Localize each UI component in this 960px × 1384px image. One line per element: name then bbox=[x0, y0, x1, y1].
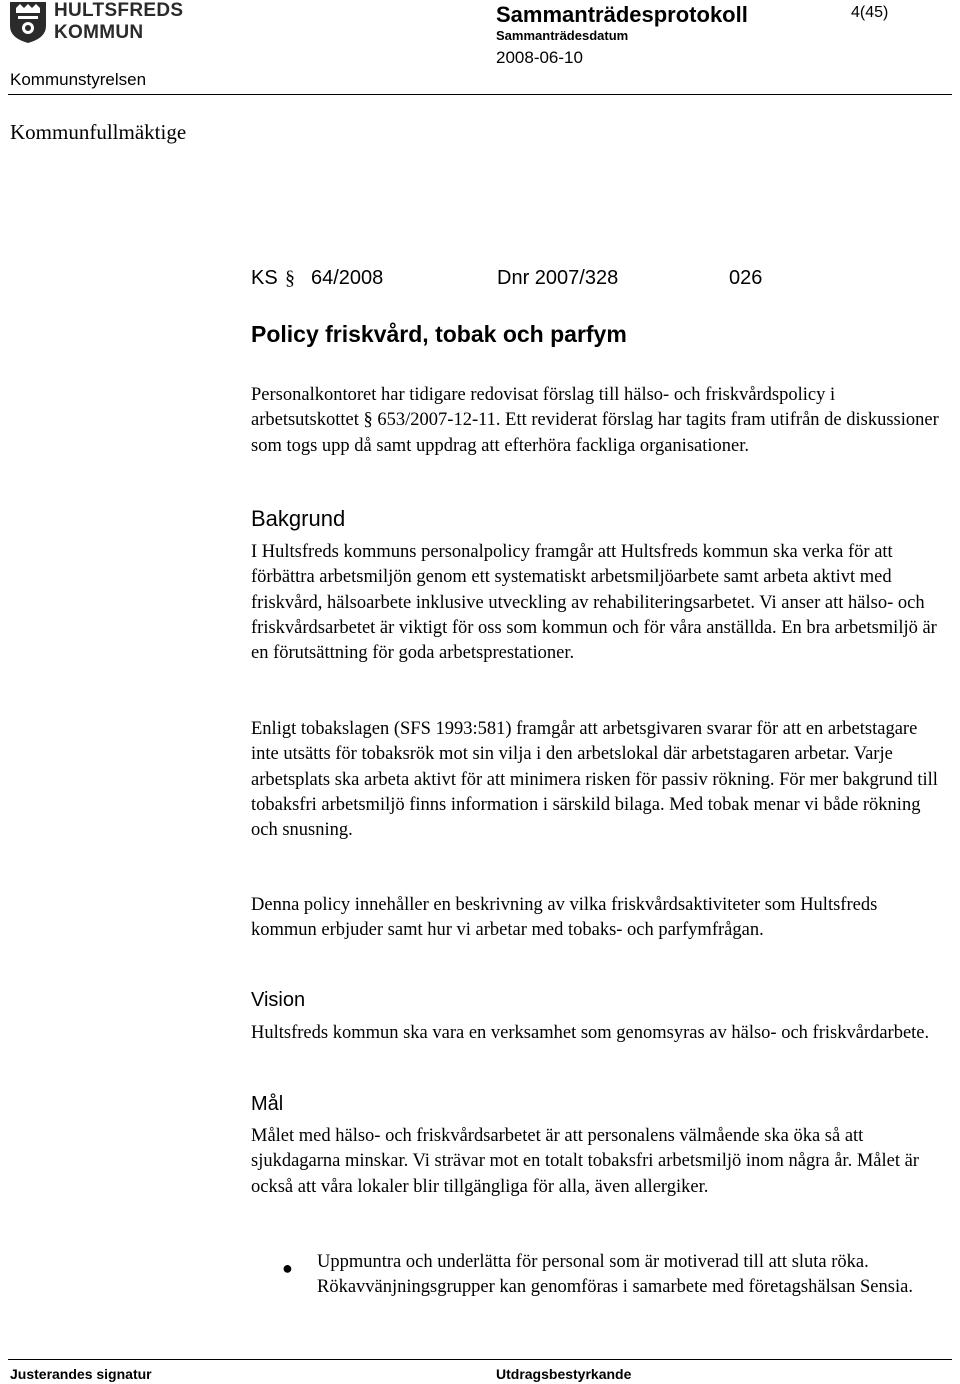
bakgrund-paragraph-2: Enligt tobakslagen (SFS 1993:581) framgår att arbetsgivaren svarar för att en arbetstagare inte utsätts för tobaksrök mot sin vilja i den arbetslokal där arbetstagaren arbetar. Varje arbetsplats ska arbeta aktivt för att minimera risken för passiv rökning. För mer bakgrund till tobaksfri arbetsmiljö finns information i särskild bilaga. Med tobak menar vi både rökning och snusning. bbox=[251, 719, 938, 841]
municipality-logo bbox=[8, 0, 183, 44]
logo-wordmark bbox=[54, 0, 183, 44]
case-prefix: KS bbox=[251, 267, 278, 289]
governing-body: Kommunfullmäktige bbox=[10, 120, 187, 144]
case-diary-number: Dnr 2007/328 bbox=[497, 267, 619, 289]
paragraph-sign: § bbox=[285, 267, 295, 289]
vision-heading: Vision bbox=[251, 989, 306, 1011]
case-number: 64/2008 bbox=[311, 267, 384, 289]
meeting-date: 2008-06-10 bbox=[496, 48, 583, 67]
header-divider bbox=[8, 94, 952, 95]
vision-paragraph: Hultsfreds kommun ska vara en verksamhet som genomsyras av hälso- och friskvårdarbete. bbox=[251, 1023, 930, 1043]
case-code: 026 bbox=[729, 267, 763, 289]
signature-label: Justerandes signatur bbox=[10, 1366, 152, 1382]
mal-paragraph: Målet med hälso- och friskvårdsarbetet är att personalens välmående ska öka så att sjukdagarna minskar. Vi strävar mot en totalt tobaksfri arbetsmiljö inom några år. Målet är också att våra lokaler blir tillgängliga för alla, även allergiker. bbox=[251, 1126, 919, 1197]
bakgrund-paragraph-3: Denna policy innehåller en beskrivning av vilka friskvårdsaktiviteter som Hultsfreds kommun erbjuder samt hur vi arbetar med tobaks- och parfymfrågan. bbox=[251, 895, 878, 941]
bakgrund-paragraph-1: I Hultsfreds kommuns personalpolicy framgår att Hultsfreds kommun ska verka för att förbättra arbetsmiljön genom ett systematiskt arbetsmiljöarbete samt arbeta aktivt med friskvård, hälsoarbete inklusive utveckling av rehabiliteringsarbetet. Vi anser att hälso- och friskvårdsarbetet är viktigt för oss som kommun och för våra anställda. En bra arbetsmiljö är en förutsättning för goda arbetsprestationer. bbox=[251, 542, 937, 664]
list-item: Uppmuntra och underlätta för personal som är motiverad till att sluta röka. Rökavvänjningsgrupper kan genomföras i samarbete med företagshälsan Sensia. bbox=[317, 1252, 913, 1298]
certification-label: Utdragsbestyrkande bbox=[496, 1366, 632, 1382]
mal-heading: Mål bbox=[251, 1093, 284, 1115]
page-number: 4(45) bbox=[851, 4, 889, 21]
footer-divider bbox=[8, 1359, 952, 1360]
bakgrund-heading: Bakgrund bbox=[251, 506, 346, 531]
logo-line-2: KOMMUN bbox=[54, 22, 144, 43]
page-title: Policy friskvård, tobak och parfym bbox=[251, 321, 627, 347]
organization-unit: Kommunstyrelsen bbox=[10, 70, 147, 89]
bullet-icon: ● bbox=[282, 1258, 293, 1278]
intro-paragraph: Personalkontoret har tidigare redovisat förslag till hälso- och friskvårdspolicy i arbetsutskottet § 653/2007-12-11. Ett reviderat förslag har tagits fram utifrån de diskussioner som togs upp då samt uppdrag att efterhöra fackliga organisationer. bbox=[251, 385, 939, 456]
logo-line-1: HULTSFREDS bbox=[54, 0, 184, 21]
document-type: Sammanträdesprotokoll bbox=[496, 2, 748, 27]
meeting-date-label: Sammanträdesdatum bbox=[496, 28, 629, 43]
crest-icon bbox=[8, 0, 48, 44]
case-reference-line bbox=[251, 267, 851, 295]
